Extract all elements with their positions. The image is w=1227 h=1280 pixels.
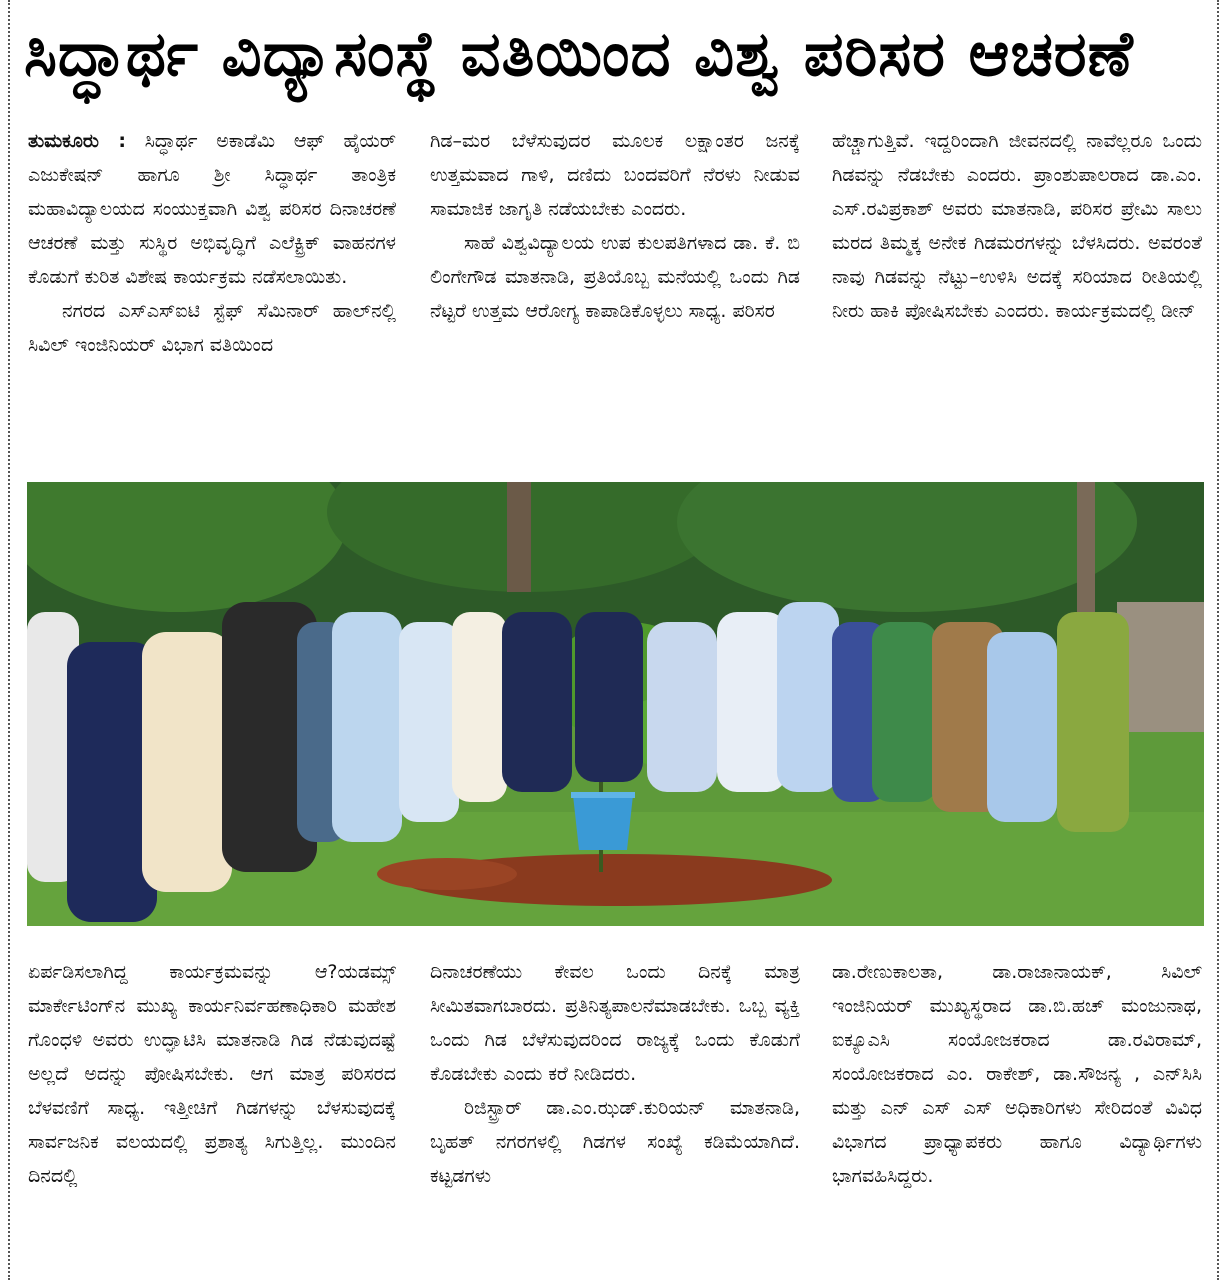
water-bucket: [573, 795, 633, 850]
column-2-paragraph-2: ಸಾಹೆ ವಿಶ್ವವಿದ್ಯಾಲಯ ಉಪ ಕುಲಪತಿಗಳಾದ ಡಾ. ಕೆ. ಬಿ ಲಿಂಗೇಗೌಡ ಮಾತನಾಡಿ, ಪ್ರತಿಯೊಬ್ಬ ಮನೆಯಲ್ಲಿ ಒಂದು ಗಿಡ ನೆಟ್ಟರೆ ಉತ್ತಮ ಆರೋಗ್ಯ ಕಾಪಾಡಿಕೊಳ್ಳಲು ಸಾಧ್ಯ. ಪರಿಸರ: [430, 232, 800, 322]
tree-trunk: [507, 482, 531, 592]
column-2-paragraph-4: ರಿಜಿಸ್ಟ್ರಾರ್ ಡಾ.ಎಂ.ಝಡ್.ಕುರಿಯನ್ ಮಾತನಾಡಿ, ಬೃಹತ್ ನಗರಗಳಲ್ಲಿ ಗಿಡಗಳ ಸಂಖ್ಯೆ ಕಡಿಮೆಯಾಗಿದೆ. ಕಟ್ಟಡಗಳು: [430, 1097, 800, 1187]
group-photo-illustration: [27, 482, 1204, 926]
person: [399, 622, 459, 822]
article-column-1-bottom: [28, 955, 396, 1275]
person: [872, 622, 937, 802]
right-dotted-border: [1217, 0, 1219, 1280]
left-dotted-border: [8, 0, 10, 1280]
column-2-paragraph-1: ಗಿಡ–ಮರ ಬೆಳೆಸುವುದರ ಮೂಲಕ ಲಕ್ಷಾಂತರ ಜನಕ್ಕೆ ಉತ್ತಮವಾದ ಗಾಳಿ, ದಣಿದು ಬಂದವರಿಗೆ ನೆರಳು ನೀಡುವ ಸಾಮಾಜಿಕ ಜಾಗೃತಿ ನಡೆಯಬೇಕು ಎಂದರು.: [430, 130, 800, 220]
event-photo: [27, 482, 1204, 926]
back-wall: [1117, 602, 1204, 732]
article-column-2-top: [430, 124, 800, 469]
column-1-paragraph-2: ನಗರದ ಎಸ್‌ಎಸ್‌ಐಟಿ ಸ್ಟೆಫ್ ಸೆಮಿನಾರ್ ಹಾಲ್‌ನಲ್ಲಿ ಸಿವಿಲ್ ಇಂಜಿನಿಯರ್ ವಿಭಾಗ ವತಿಯಿಂದ: [28, 300, 396, 356]
article-headline: ಸಿದ್ಧಾರ್ಥ ವಿದ್ಯಾಸಂಸ್ಥೆ ವತಿಯಿಂದ ವಿಶ್ವ ಪರಿಸರ ಆಚರಣೆ: [24, 17, 1134, 90]
article-column-3-bottom: [832, 955, 1202, 1275]
column-3-paragraph-2: ಡಾ.ರೇಣುಕಾಲತಾ, ಡಾ.ರಾಜಾನಾಯಕ್, ಸಿವಿಲ್ ಇಂಜಿನಿಯರ್ ಮುಖ್ಯಸ್ಥರಾದ ಡಾ.ಬಿ.ಹಚ್ ಮಂಜುನಾಥ, ಐಕ್ಯೂಎಸಿ ಸಂಯೋಜಕರಾದ ಡಾ.ರವಿರಾಮ್, ಸಂಯೋಜಕರಾದ ಎಂ. ರಾಕೇಶ್, ಡಾ.ಸೌಜನ್ಯ , ಎನ್‌ಸಿಸಿ ಮತ್ತು ಎನ್ ಎಸ್ ಎಸ್ ಅಧಿಕಾರಿಗಳು ಸೇರಿದಂತೆ ವಿವಿಧ ವಿಭಾಗದ ಪ್ರಾಧ್ಯಾಪಕರು ಹಾಗೂ ವಿದ್ಯಾರ್ಥಿಗಳು ಭಾಗವಹಿಸಿದ್ದರು.: [832, 961, 1202, 1187]
person: [452, 612, 507, 802]
article-column-2-bottom: [430, 955, 800, 1275]
column-1-paragraph-1: [28, 124, 396, 294]
article-column-1-top: [28, 124, 396, 469]
article-column-3-top: [832, 124, 1202, 469]
person: [502, 612, 572, 792]
column-2-paragraph-3: ದಿನಾಚರಣೆಯು ಕೇವಲ ಒಂದು ದಿನಕ್ಕೆ ಮಾತ್ರ ಸೀಮಿತವಾಗಬಾರದು. ಪ್ರತಿನಿತ್ಯಪಾಲನೆಮಾಡಬೇಕು. ಒಬ್ಬ ವ್ಯಕ್ತಿ ಒಂದು ಗಿಡ ಬೆಳೆಸುವುದರಿಂದ ರಾಜ್ಯಕ್ಕೆ ಒಂದು ಕೊಡುಗೆ ಕೊಡಬೇಕು ಎಂದು ಕರೆ ನೀಡಿದರು.: [430, 961, 800, 1085]
bucket-rim: [571, 792, 635, 798]
person: [647, 622, 717, 792]
person: [777, 602, 839, 792]
column-3-paragraph-1: ಹೆಚ್ಚಾಗುತ್ತಿವೆ. ಇದ್ದರಿಂದಾಗಿ ಜೀವನದಲ್ಲಿ ನಾವೆಲ್ಲರೂ ಒಂದು ಗಿಡವನ್ನು ನೆಡಬೇಕು ಎಂದರು. ಪ್ರಾಂಶುಪಾಲರಾದ ಡಾ.ಎಂ. ಎಸ್.ರವಿಪ್ರಕಾಶ್ ಅವರು ಮಾತನಾಡಿ, ಪರಿಸರ ಪ್ರೇಮಿ ಸಾಲು ಮರದ ತಿಮ್ಮಕ್ಕ ಅನೇಕ ಗಿಡಮರಗಳನ್ನು ಬೆಳಸಿದರು. ಅವರಂತೆ ನಾವು ಗಿಡವನ್ನು ನೆಟ್ಟು–ಉಳಿಸಿ ಅದಕ್ಕೆ ಸರಿಯಾದ ರೀತಿಯಲ್ಲಿ ನೀರು ಹಾಕಿ ಪೋಷಿಸಬೇಕು ಎಂದರು. ಕಾರ್ಯಕ್ರಮದಲ್ಲಿ ಡೀನ್: [832, 130, 1202, 322]
person: [332, 612, 402, 842]
column-1-lead-text: ಸಿದ್ಧಾರ್ಥ ಅಕಾಡೆಮಿ ಆಫ್ ಹೈಯರ್ ಎಜುಕೇಷನ್ ಹಾಗೂ ಶ್ರೀ ಸಿದ್ಧಾರ್ಥ ತಾಂತ್ರಿಕ ಮಹಾವಿದ್ಯಾಲಯದ ಸಂಯುಕ್ತವಾಗಿ ವಿಶ್ವ ಪರಿಸರ ದಿನಾಚರಣೆ ಆಚರಣೆ ಮತ್ತು ಸುಸ್ಥಿರ ಅಭಿವೃದ್ಧಿಗೆ ಎಲೆಕ್ಟ್ರಿಕ್ ವಾಹನಗಳ ಕೊಡುಗೆ ಕುರಿತ ವಿಶೇಷ ಕಾರ್ಯಕ್ರಮ ನಡೆಸಲಾಯಿತು.: [28, 130, 396, 288]
person: [987, 632, 1057, 822]
person: [142, 632, 232, 892]
person: [575, 612, 643, 782]
column-1-paragraph-3: ಏರ್ಪಡಿಸಲಾಗಿದ್ದ ಕಾರ್ಯಕ್ರಮವನ್ನು ಆ?ಯಡಮ್ಸ್ ಮಾರ್ಕೇಟಿಂಗ್‌ನ ಮುಖ್ಯ ಕಾರ್ಯನಿರ್ವಹಣಾಧಿಕಾರಿ ಮಹೇಶ ಗೊಂಧಳಿ ಅವರು ಉದ್ಘಾಟಿಸಿ ಮಾತನಾಡಿ ಗಿಡ ನೆಡುವುದಷ್ಟೆ ಅಲ್ಲದೆ ಅದನ್ನು ಪೋಷಿಸಬೇಕು. ಆಗ ಮಾತ್ರ ಪರಿಸರದ ಬೆಳವಣಿಗೆ ಸಾಧ್ಯ. ಇತ್ತೀಚಿಗೆ ಗಿಡಗಳನ್ನು ಬೆಳಸುವುದಕ್ಕೆ ಸಾರ್ವಜನಿಕ ವಲಯದಲ್ಲಿ ಪ್ರಶಾತ್ಯ ಸಿಗುತ್ತಿಲ್ಲ. ಮುಂದಿನ ದಿನದಲ್ಲಿ: [28, 961, 396, 1187]
tree-trunk: [1077, 482, 1095, 612]
dateline: ತುಮಕೂರು :: [28, 130, 126, 152]
soil-patch: [377, 858, 517, 890]
person: [1057, 612, 1129, 832]
person: [717, 612, 787, 792]
